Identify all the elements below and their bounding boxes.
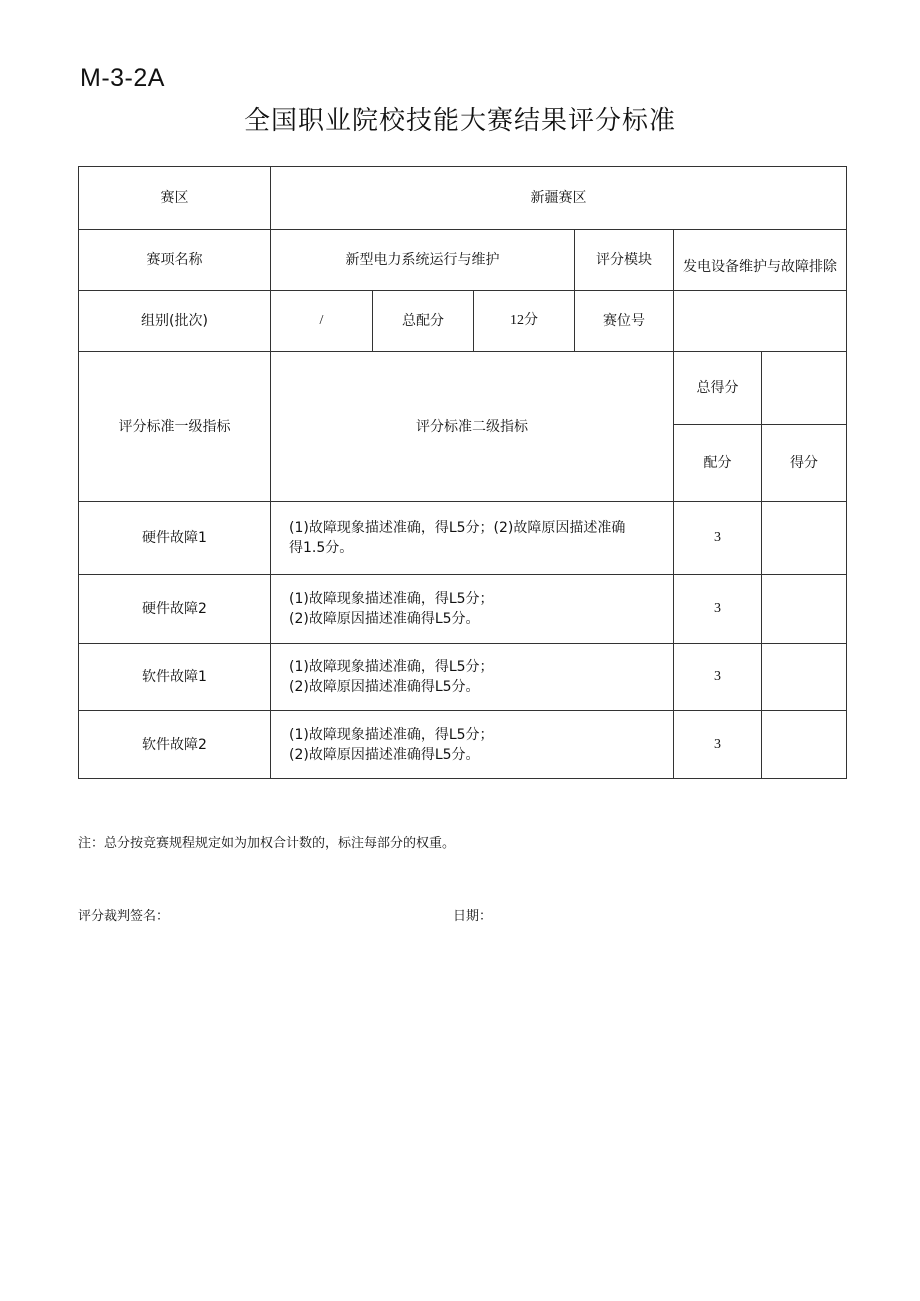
module-value: 发电设备维护与故障排除 bbox=[674, 230, 847, 291]
table-row bbox=[79, 711, 847, 779]
event-name-value: 新型电力系统运行与维护 bbox=[271, 230, 575, 291]
indicator-cell: 硬件故障2 bbox=[79, 575, 271, 644]
footnote: 注：总分按竞赛规程规定如为加权合计数的，标注每部分的权重。 bbox=[78, 836, 456, 851]
points-cell: 3 bbox=[674, 502, 762, 575]
level2-header: 评分标准二级指标 bbox=[271, 352, 674, 502]
score-header: 得分 bbox=[762, 425, 847, 502]
table-row bbox=[79, 575, 847, 644]
score-cell bbox=[762, 644, 847, 711]
criteria-line: (2)故障原因描述准确得L5分。 bbox=[289, 611, 480, 627]
document-title: 全国职业院校技能大赛结果评分标准 bbox=[243, 106, 676, 136]
group-value: / bbox=[271, 291, 373, 352]
scoring-table bbox=[78, 166, 847, 779]
region-value: 新疆赛区 bbox=[271, 167, 847, 230]
region-label: 赛区 bbox=[79, 167, 271, 230]
module-label: 评分模块 bbox=[575, 230, 674, 291]
seat-number-value bbox=[674, 291, 847, 352]
criteria-line: (1)故障现象描述准确，得L5分； bbox=[289, 726, 494, 743]
points-cell: 3 bbox=[674, 711, 762, 779]
criteria-cell bbox=[271, 502, 674, 575]
indicator-cell: 软件故障1 bbox=[79, 644, 271, 711]
criteria-line: (2)故障原因描述准确得L5分。 bbox=[289, 679, 480, 695]
criteria-line: 得1.5分。 bbox=[289, 540, 354, 556]
seat-number-label: 赛位号 bbox=[575, 291, 674, 352]
criteria-cell bbox=[271, 644, 674, 711]
criteria-line: (1)故障现象描述准确，得L5分； bbox=[289, 591, 494, 607]
indicator-cell: 软件故障2 bbox=[79, 711, 271, 779]
criteria-cell bbox=[271, 711, 674, 779]
total-points-value: 12分 bbox=[474, 291, 575, 352]
table-row bbox=[79, 644, 847, 711]
criteria-line: (1)故障现象描述准确，得L5分；(2)故障原因描述准确 bbox=[289, 520, 626, 536]
indicator-cell: 硬件故障1 bbox=[79, 502, 271, 575]
points-cell: 3 bbox=[674, 644, 762, 711]
score-cell bbox=[762, 502, 847, 575]
points-header: 配分 bbox=[674, 425, 762, 502]
judge-signature-label: 评分裁判签名： bbox=[78, 909, 170, 924]
group-label: 组别(批次) bbox=[79, 291, 271, 352]
criteria-cell bbox=[271, 575, 674, 644]
criteria-line: (2)故障原因描述准确得L5分。 bbox=[289, 746, 480, 763]
score-cell bbox=[762, 575, 847, 644]
score-cell bbox=[762, 711, 847, 779]
event-name-label: 赛项名称 bbox=[79, 230, 271, 291]
criteria-line: (1)故障现象描述准确，得L5分； bbox=[289, 659, 494, 675]
level1-header: 评分标准一级指标 bbox=[79, 352, 271, 502]
total-score-value bbox=[762, 352, 847, 425]
date-label: 日期： bbox=[453, 909, 493, 924]
total-points-label: 总配分 bbox=[373, 291, 474, 352]
points-cell: 3 bbox=[674, 575, 762, 644]
table-row bbox=[79, 502, 847, 575]
document-code: M-3-2A bbox=[80, 64, 165, 92]
total-score-label: 总得分 bbox=[674, 352, 762, 425]
